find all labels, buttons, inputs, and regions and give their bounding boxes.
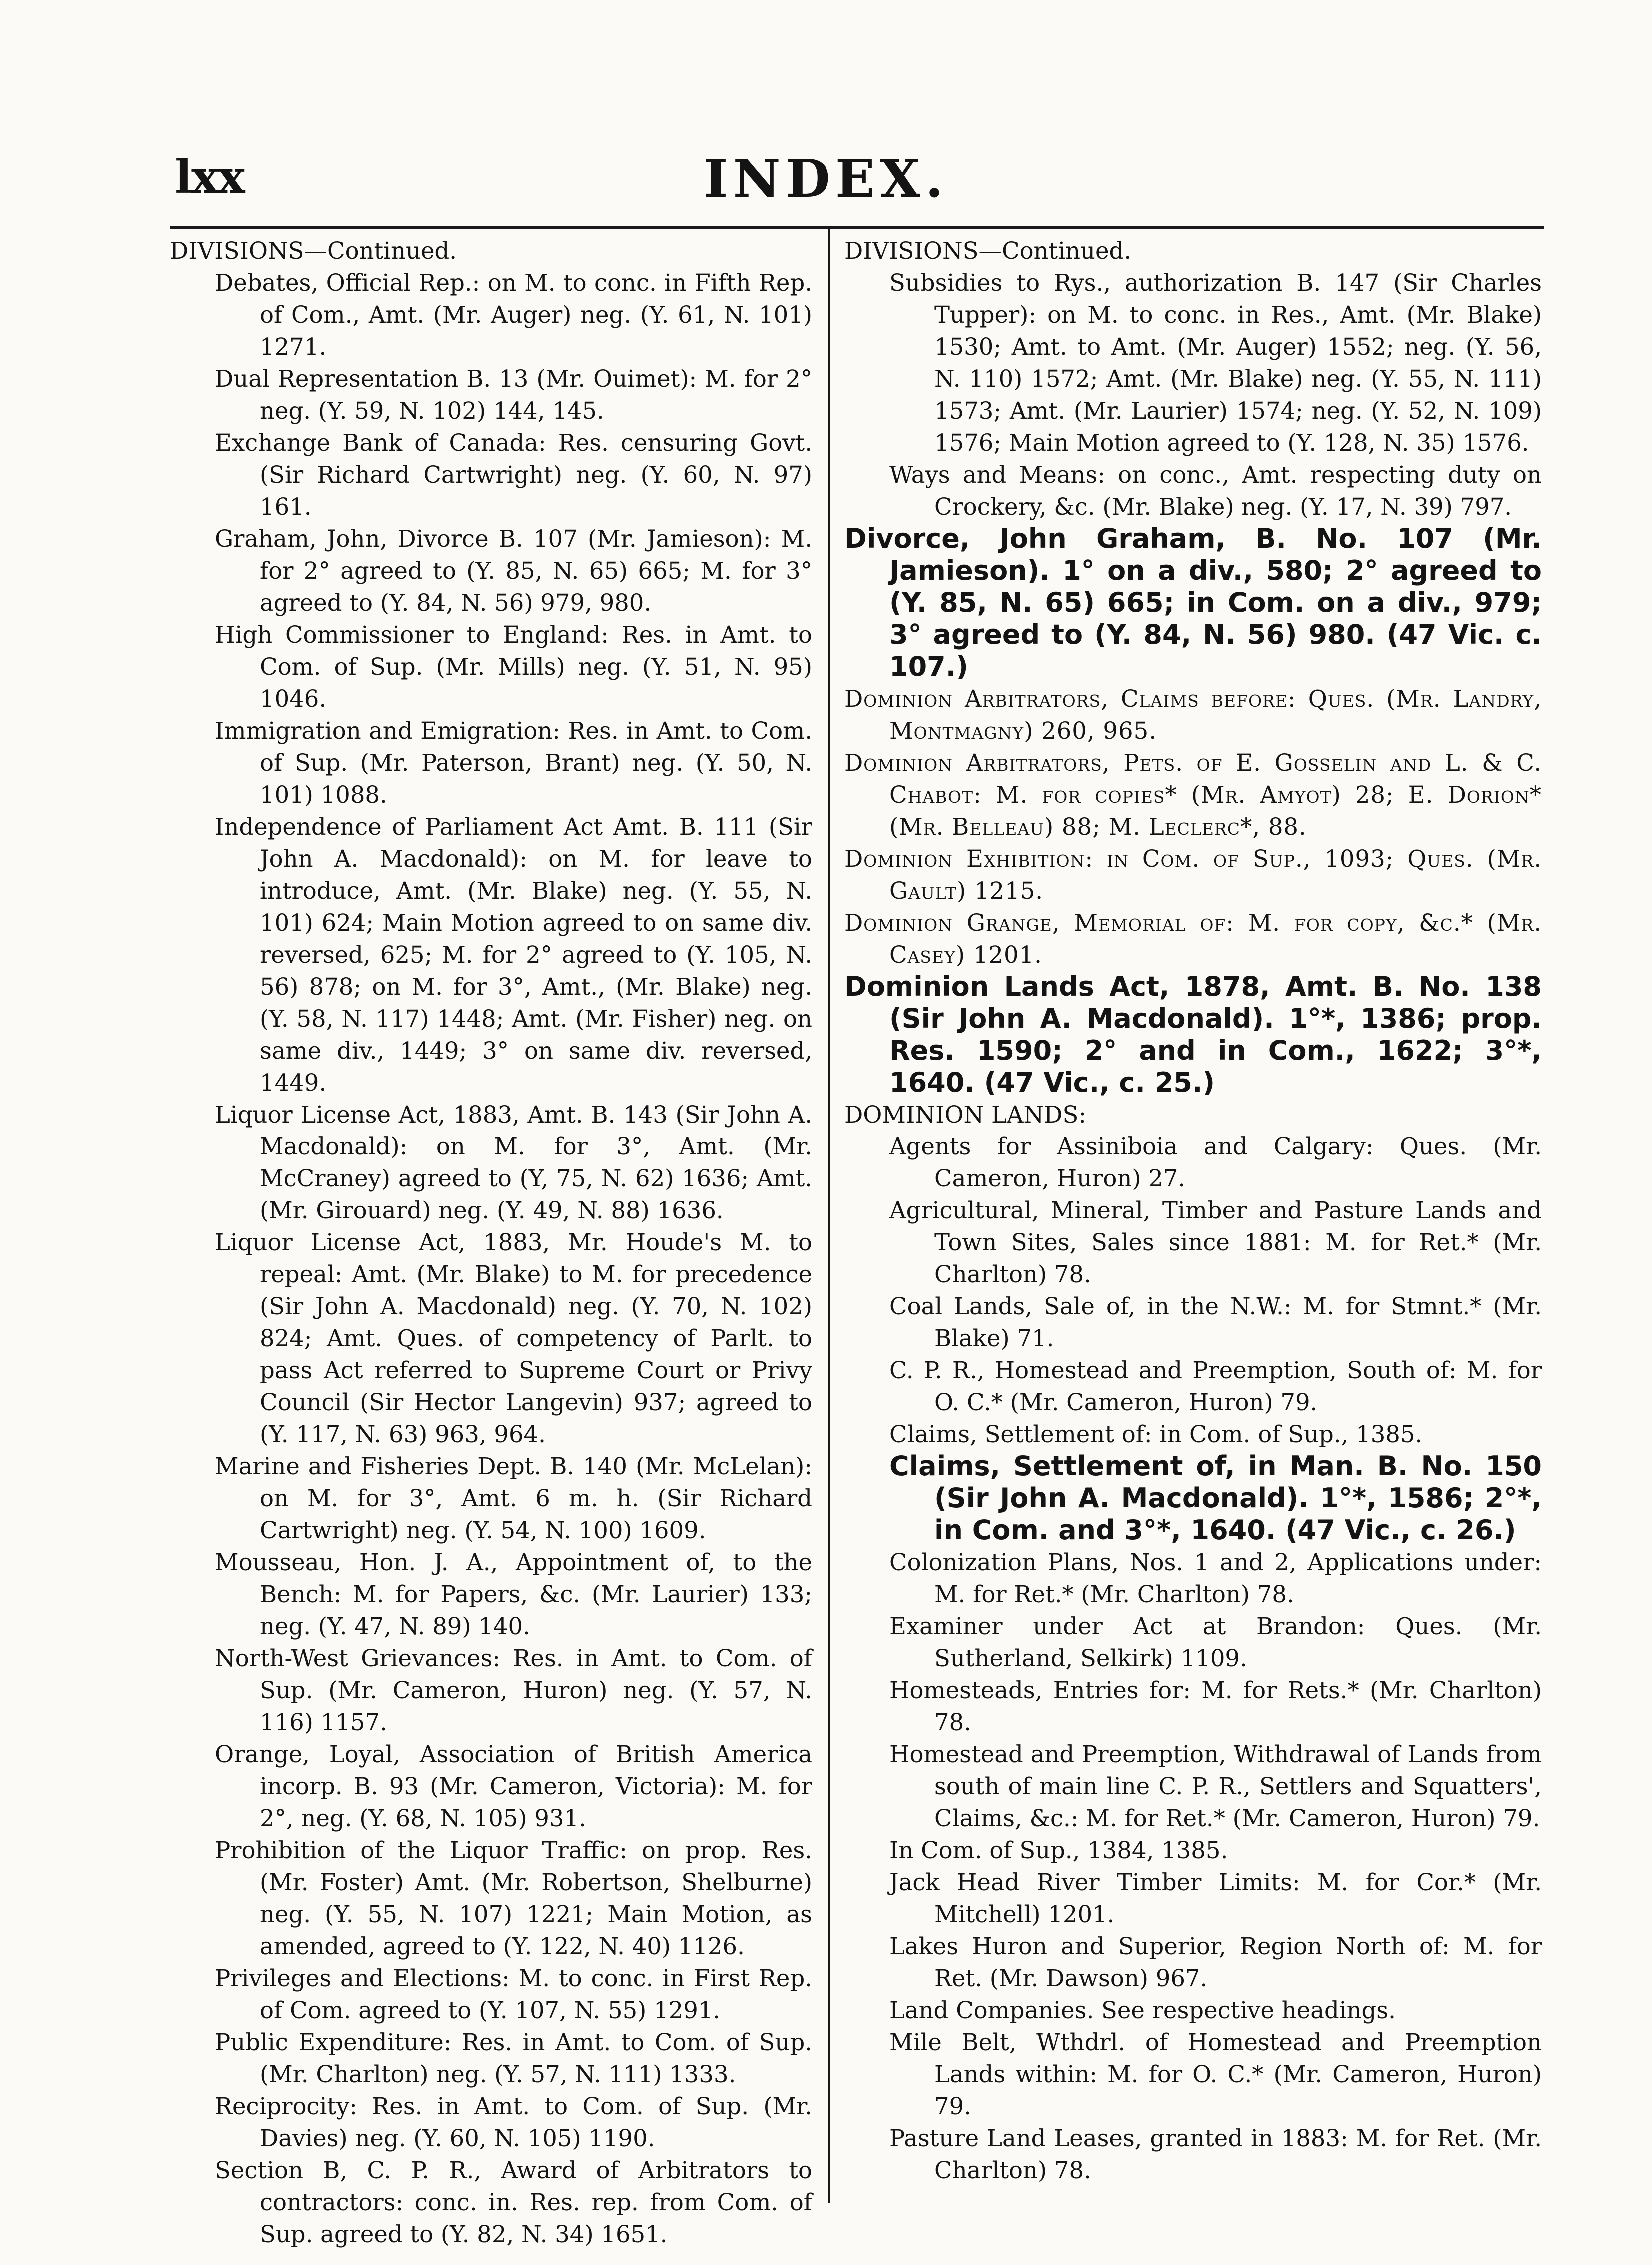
- index-entry: Agricultural, Mineral, Timber and Pasture Lands and Town Sites, Sales since 1881: M. for Ret.* (Mr. Charlton) 78.: [889, 1197, 1542, 1288]
- index-entry: Pasture Land Leases, granted in 1883: M. for Ret. (Mr. Charlton) 78.: [889, 2125, 1542, 2184]
- column-divider: [828, 229, 830, 2203]
- index-entry: Homestead and Preemption, Withdrawal of Lands from south of main line C. P. R., Settlers and Squatters', Claims, &c.: M. for Ret.* (Mr. Cameron, Huron) 79.: [889, 1741, 1542, 1832]
- index-entry: Orange, Loyal, Association of British America incorp. B. 93 (Mr. Cameron, Victoria): M. for 2°, neg. (Y. 68, N. 105) 931.: [215, 1741, 812, 1832]
- page-title: INDEX.: [703, 148, 949, 209]
- index-entry: Independence of Parliament Act Amt. B. 111 (Sir John A. Macdonald): on M. for leave to introduce, Amt. (Mr. Blake) neg. (Y. 55, N. 101) 624; Main Motion agreed to on same div. reversed, 625; M. for 2° agreed to (Y. 105, N. 56) 878; on M. for 3°, Amt., (Mr. Blake) neg. (Y. 58, N. 117) 1448; Amt. (Mr. Fisher) neg. on same div., 1449; 3° on same div. reversed, 1449.: [215, 813, 812, 1096]
- index-entry: Dominion Arbitrators, Pets. of E. Gosselin and L. & C. Chabot: M. for copies* (Mr. Amyot) 28; E. Dorion* (Mr. Belleau) 88; M. Leclerc*, 88.: [844, 749, 1542, 840]
- index-entry-bill: Dominion Lands Act, 1878, Amt. B. No. 138 (Sir John A. Macdonald). 1°*, 1386; prop. Res. 1590; 2° and in Com., 1622; 3°*, 1640. (47 Vic., c. 25.): [844, 971, 1542, 1098]
- index-entry: Debates, Official Rep.: on M. to conc. in Fifth Rep. of Com., Amt. (Mr. Auger) neg. (Y. 61, N. 101) 1271.: [215, 269, 812, 360]
- index-entry: Liquor License Act, 1883, Amt. B. 143 (Sir John A. Macdonald): on M. for 3°, Amt. (Mr. McCraney) agreed to (Y, 75, N. 62) 1636; Amt. (Mr. Girouard) neg. (Y. 49, N. 88) 1636.: [215, 1101, 812, 1224]
- index-entry: Claims, Settlement of: in Com. of Sup., 1385.: [889, 1421, 1423, 1448]
- index-entry: Graham, John, Divorce B. 107 (Mr. Jamieson): M. for 2° agreed to (Y. 85, N. 65) 665; M. for 3° agreed to (Y. 84, N. 56) 979, 980.: [215, 525, 812, 616]
- index-entry: Dominion Exhibition: in Com. of Sup., 1093; Ques. (Mr. Gault) 1215.: [844, 845, 1542, 904]
- index-entry: Public Expenditure: Res. in Amt. to Com. of Sup. (Mr. Charlton) neg. (Y. 57, N. 111) 1333.: [215, 2029, 812, 2088]
- index-entry: Jack Head River Timber Limits: M. for Cor.* (Mr. Mitchell) 1201.: [889, 1869, 1542, 1928]
- index-entry: In Com. of Sup., 1384, 1385.: [889, 1837, 1228, 1864]
- index-entry: Coal Lands, Sale of, in the N.W.: M. for Stmnt.* (Mr. Blake) 71.: [889, 1293, 1542, 1352]
- index-entry: North-West Grievances: Res. in Amt. to Com. of Sup. (Mr. Cameron, Huron) neg. (Y. 57, N. 116) 1157.: [215, 1645, 812, 1736]
- index-entry: Colonization Plans, Nos. 1 and 2, Applications under: M. for Ret.* (Mr. Charlton) 78.: [889, 1549, 1542, 1608]
- left-column: [170, 235, 812, 2250]
- index-entry: Exchange Bank of Canada: Res. censuring Govt. (Sir Richard Cartwright) neg. (Y. 60, N. 97) 161.: [215, 429, 812, 520]
- section-heading: DIVISIONS—Continued.: [844, 237, 1132, 264]
- index-entry: Subsidies to Rys., authorization B. 147 (Sir Charles Tupper): on M. to conc. in Res., Amt. (Mr. Blake) 1530; Amt. to Amt. (Mr. Auger) 1552; neg. (Y. 56, N. 110) 1572; Amt. (Mr. Blake) neg. (Y. 55, N. 111) 1573; Amt. (Mr. Laurier) 1574; neg. (Y. 52, N. 109) 1576; Main Motion agreed to (Y. 128, N. 35) 1576.: [889, 269, 1542, 456]
- index-entry: Section B, C. P. R., Award of Arbitrators to contractors: conc. in. Res. rep. from Com. of Sup. agreed to (Y. 82, N. 34) 1651.: [215, 2157, 812, 2248]
- index-entry: Immigration and Emigration: Res. in Amt. to Com. of Sup. (Mr. Paterson, Brant) neg. (Y. 50, N. 101) 1088.: [215, 717, 812, 808]
- index-entry: Reciprocity: Res. in Amt. to Com. of Sup. (Mr. Davies) neg. (Y. 60, N. 105) 1190.: [215, 2093, 812, 2152]
- index-entry: Dominion Grange, Memorial of: M. for copy, &c.* (Mr. Casey) 1201.: [844, 909, 1542, 968]
- index-entry: Mile Belt, Wthdrl. of Homestead and Preemption Lands within: M. for O. C.* (Mr. Cameron, Huron) 79.: [889, 2029, 1542, 2120]
- index-entry: Lakes Huron and Superior, Region North of: M. for Ret. (Mr. Dawson) 967.: [889, 1933, 1542, 1992]
- index-entry: Mousseau, Hon. J. A., Appointment of, to the Bench: M. for Papers, &c. (Mr. Laurier) 133; neg. (Y. 47, N. 89) 140.: [215, 1549, 812, 1640]
- index-entry: Prohibition of the Liquor Traffic: on prop. Res. (Mr. Foster) Amt. (Mr. Robertson, Shelburne) neg. (Y. 55, N. 107) 1221; Main Motion, as amended, agreed to (Y. 122, N. 40) 1126.: [215, 1837, 812, 1960]
- index-entry: Marine and Fisheries Dept. B. 140 (Mr. McLelan): on M. for 3°, Amt. 6 m. h. (Sir Richard Cartwright) neg. (Y. 54, N. 100) 1609.: [215, 1453, 812, 1544]
- index-entry-bill: Divorce, John Graham, B. No. 107 (Mr. Jamieson). 1° on a div., 580; 2° agreed to (Y. 85, N. 65) 665; in Com. on a div., 979; 3° agreed to (Y. 84, N. 56) 980. (47 Vic. c. 107.): [844, 523, 1542, 682]
- index-entry: C. P. R., Homestead and Preemption, South of: M. for O. C.* (Mr. Cameron, Huron) 79.: [889, 1357, 1542, 1416]
- index-entry: Ways and Means: on conc., Amt. respecting duty on Crockery, &c. (Mr. Blake) neg. (Y. 17, N. 39) 797.: [889, 461, 1542, 520]
- index-entry: Privileges and Elections: M. to conc. in First Rep. of Com. agreed to (Y. 107, N. 55) 1291.: [215, 1965, 812, 2024]
- index-entry: Homesteads, Entries for: M. for Rets.* (Mr. Charlton) 78.: [889, 1677, 1542, 1736]
- index-entry: Agents for Assiniboia and Calgary: Ques. (Mr. Cameron, Huron) 27.: [889, 1133, 1542, 1192]
- index-entry-bill: Claims, Settlement of, in Man. B. No. 150 (Sir John A. Macdonald). 1°*, 1586; 2°*, in Com. and 3°*, 1640. (47 Vic., c. 26.): [889, 1450, 1542, 1546]
- section-heading: DOMINION LANDS:: [844, 1101, 1086, 1128]
- index-entry: Dual Representation B. 13 (Mr. Ouimet): M. for 2° neg. (Y. 59, N. 102) 144, 145.: [215, 365, 812, 424]
- right-column: [844, 235, 1542, 2186]
- section-heading: DIVISIONS—Continued.: [170, 237, 457, 264]
- index-entry: Liquor License Act, 1883, Mr. Houde's M. to repeal: Amt. (Mr. Blake) to M. for precedence (Sir John A. Macdonald) neg. (Y. 70, N. 102) 824; Amt. Ques. of competency of Parlt. to pass Act referred to Supreme Court or Privy Council (Sir Hector Langevin) 937; agreed to (Y. 117, N. 63) 963, 964.: [215, 1229, 812, 1448]
- index-entry: Dominion Arbitrators, Claims before: Ques. (Mr. Landry, Montmagny) 260, 965.: [844, 685, 1542, 744]
- index-entry: Examiner under Act at Brandon: Ques. (Mr. Sutherland, Selkirk) 1109.: [889, 1613, 1542, 1672]
- index-entry: High Commissioner to England: Res. in Amt. to Com. of Sup. (Mr. Mills) neg. (Y. 51, N. 95) 1046.: [215, 621, 812, 712]
- index-entry: Land Companies. See respective headings.: [889, 1997, 1396, 2024]
- header-rule: [170, 226, 1544, 229]
- page-number: lxx: [175, 150, 244, 204]
